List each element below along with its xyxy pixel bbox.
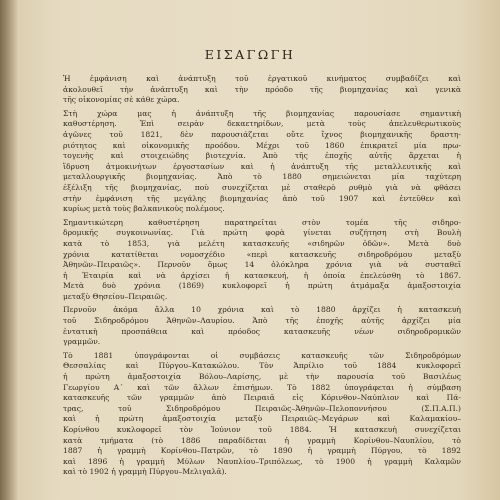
paragraph [63, 109, 461, 215]
body-text [63, 74, 461, 478]
text-line: κατὰ τὸ 1853, γιὰ μελέτη κατασκευῆς «σιδηρῶν ὁδῶν». Μετὰ δυὸ [63, 238, 461, 248]
text-line: Κορίνθου κυκλοφορεῖ τὸν Ἰούνιον τοῦ 1884. Ἡ κατασκευὴ συνεχίζεται [63, 425, 461, 434]
text-line: Ἡ ἐμφάνιση καὶ ἀνάπτυξη τοῦ ἐργατικοῦ κινήματος συμβαδίζει καὶ [63, 74, 461, 83]
paragraph [63, 74, 461, 106]
text-line: ἵδρυση ἀτμοκινήτων ἐργοστασίων καὶ ἡ ἀνάπτυξη τῆς μεταλλευτικῆς καὶ [63, 161, 461, 171]
text-line: κατασκευῆς τῶν γραμμῶν ἀπὸ Πειραιᾶ εἰς Κόρινθον–Ναύπλιον καὶ Πά- [63, 393, 461, 403]
paragraph [63, 218, 461, 303]
text-line: στὴν ἐμφάνιση τῆς μεγάλης βιομηχανίας ἀπὸ τοῦ 1907 καὶ ἐντεῦθεν καὶ [63, 193, 461, 203]
text-line: ριότητος καὶ οἰκονομικῆς προόδου. Μέχρι τοῦ 1860 ἐπικρατεῖ μία πρω- [63, 140, 461, 150]
text-line: τῆς οἰκονομίας σὲ κάθε χώρα. [63, 95, 180, 105]
page-gutter-shadow [0, 0, 18, 500]
text-line: Περνοῦν ἀκόμα ἄλλα 10 χρόνια καὶ τὸ 1880 ἀρχίζει ἡ κατασκευὴ [63, 305, 461, 315]
text-line: Τὸ 1881 ὑπογράφονται οἱ συμβάσεις κατασκευῆς τῶν Σιδηροδρόμων [63, 350, 461, 360]
text-line: ἡ Ἑταιρία καὶ νὰ ἀρχίσει ἡ κατασκευή, ἡ ὁποία ἐπελεύσθη τὸ 1867. [63, 270, 461, 280]
text-line: κατὰ τμήματα (τὸ 1886 παραδίδεται ἡ γραμμὴ Κορίνθου–Ναυπλίου, τὸ [63, 435, 461, 445]
text-line: δρομικῆς συγκοινωνίας. Γιὰ πρώτη φορὰ γίνεται συζήτηση στὴ Βουλὴ [63, 228, 461, 238]
text-line: μεταλλουργικῆς βιομηχανίας. Ἀπὸ τὸ 1880 σημειώνεται μία ταχύτερη [63, 172, 461, 182]
text-line: μεταξὺ Θησείου–Πειραιῶς. [63, 291, 168, 301]
text-line: Ἀθηνῶν–Πειραιῶς». Περνοῦν ὅμως 14 ὁλόκληρα χρόνια γιὰ νὰ συσταθεῖ [63, 260, 461, 270]
text-line: κυρίως μετὰ τοὺς βαλκανικοὺς πολέμους. [63, 204, 225, 214]
text-line: ἐντατικὴ προσπάθεια καὶ πρόοδος κατασκευῆς νέων σιδηροδρομικῶν [63, 326, 461, 336]
text-line: καὶ 1896 ἡ γραμμὴ Μύλων Ναυπλίου–Τριπόλεως, τὸ 1900 ἡ γραμμὴ Καλαμῶν [63, 456, 461, 466]
text-line: καὶ τὸ 1902 ἡ γραμμὴ Πύργου–Μελιγαλᾶ). [63, 467, 227, 477]
text-line: Στὴ χώρα μας ἡ ἀνάπτυξη τῆς βιομηχανίας παρουσίασε σημαντικὴ [63, 108, 461, 118]
text-line: ἀγῶνες τοῦ 1821, δὲν παρουσιάζεται οὔτε ἴχνος βιομηχανικῆς δραστη- [63, 129, 461, 139]
text-line: Θεσσαλίας καὶ Πύργου–Κατακώλου. Τὸν Ἀπρίλιο τοῦ 1884 κυκλοφορεῖ [63, 361, 461, 371]
text-line: 1887 ἡ γραμμὴ Κορίνθου–Πατρῶν, τὸ 1890 ἡ γραμμὴ Πύργου, τὸ 1892 [63, 446, 461, 456]
text-line: ἀκολουθεῖ τὴν ἀνάπτυξη καὶ τὴν πρόοδο τῆς βιομηχανίας καὶ γενικὰ [63, 84, 461, 94]
paragraph [63, 351, 461, 478]
text-line: καὶ ἡ πρώτη ἁμαξοστοιχία μεταξὺ Πειραιῶς–Μεγάρων καὶ Καλαμακίου– [63, 414, 461, 424]
page-title: ΕΙΣΑΓΩΓΗ [204, 47, 296, 62]
text-line: Σημαντικώτερη καθυστέρηση παρατηρεῖται στὸν τομέα τῆς σιδηρο- [63, 217, 461, 227]
text-line: ἡ πρώτη ἁμαξοστοιχία Βόλου–Λαρίσης, μὲ τὴν παρουσία τοῦ Βασιλέως [63, 372, 461, 382]
text-line: τοῦ Σιδηροδρόμου Ἀθηνῶν–Λαυρίου. Ἀπὸ τῆς ἐποχῆς αὐτῆς ἀρχίζει μία [63, 316, 461, 326]
text-line: τογενὴς καὶ στοιχειώδης βιοτεχνία. Ἀπὸ τῆς ἐποχῆς αὐτῆς ἄρχεται ἡ [63, 151, 461, 161]
text-line: Γεωργίου Α΄ καὶ τῶν ἄλλων ἐπισήμων. Τὸ 1882 ὑπογράφεται ἡ σύμβαση [63, 382, 461, 392]
text-line: χρόνια κατατίθεται νομοσχέδιο «περὶ κατασκευῆς σιδηροδρόμου μεταξὺ [63, 249, 461, 259]
text-line: τρας, τοῦ Σιδηροδρόμου Πειραιῶς–Ἀθηνῶν–Πελοποννήσου (Σ.Π.Α.Π.) [63, 403, 461, 413]
text-line: γραμμῶν. [63, 337, 101, 347]
text-line: ἐξέλιξη τῆς βιομηχανίας, ποὺ συνεχίζεται μὲ σταθερὸ ρυθμὸ γιὰ νὰ φθάσει [63, 182, 461, 192]
paragraph [63, 305, 461, 347]
text-line: Μετὰ δυὸ χρόνια (1869) κυκλοφορεῖ ἡ πρώτη ἀτμάμαξα ἁμαξοστοιχία [63, 281, 461, 291]
text-line: καθυστέρηση. Ἐπὶ σειρὰν δεκαετηρίδων, μετὰ τοὺς ἀπελευθερωτικοὺς [63, 119, 461, 129]
